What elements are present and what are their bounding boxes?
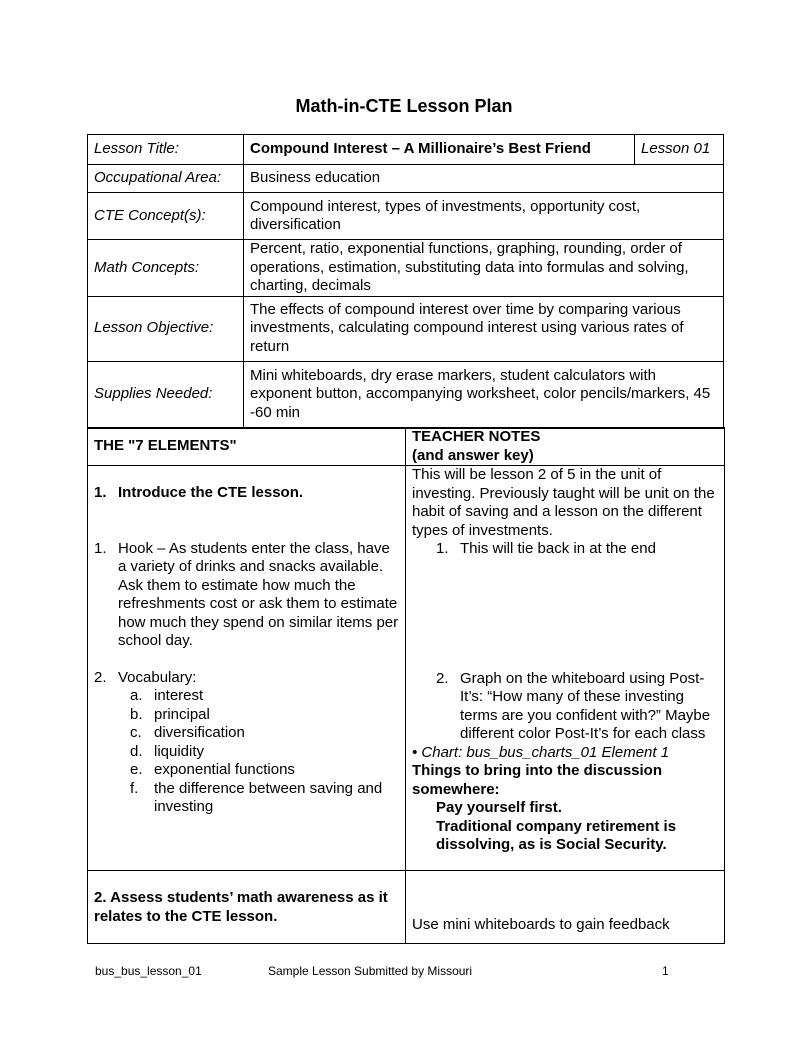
- step1-cell: [88, 466, 406, 871]
- vocabulary-list: [94, 687, 399, 817]
- supplies-label: Supplies Needed:: [88, 361, 244, 428]
- document-title: Math-in-CTE Lesson Plan: [295, 96, 513, 116]
- vocabulary-term: e. exponential functions: [130, 761, 295, 778]
- page-number: 1: [662, 964, 669, 978]
- occupational-area-label: Occupational Area:: [88, 165, 244, 193]
- lesson-title-label: Lesson Title:: [88, 135, 244, 165]
- step2-note: Use mini whiteboards to gain feedback: [406, 871, 725, 944]
- lesson-objective-value: The effects of compound interest over time by comparing various investments, calculating compound interest using various rates of return: [244, 296, 724, 361]
- teacher-notes-title: TEACHER NOTES: [412, 428, 541, 445]
- step2-heading: 2. Assess students’ math awareness as it relates to the CTE lesson.: [94, 889, 388, 925]
- footer-submitted-by: Sample Lesson Submitted by Missouri: [268, 964, 473, 978]
- cte-concepts-label: CTE Concept(s):: [88, 193, 244, 240]
- footer-file-id: bus_bus_lesson_01: [95, 964, 202, 978]
- step2-cell: [88, 871, 406, 944]
- supplies-value: Mini whiteboards, dry erase markers, student calculators with exponent button, accompanying worksheet, color pencils/markers, 45 -60 min: [244, 361, 724, 428]
- hook-text: Hook – As students enter the class, have a variety of drinks and snacks available. Ask them to estimate how much the refreshments cost or ask them to estimate how much they spend on similar items per school day.: [118, 539, 399, 649]
- step1-notes-cell: [406, 466, 725, 871]
- vocabulary-term: d. liquidity: [130, 742, 205, 760]
- cte-concepts-value: Compound interest, types of investments, opportunity cost, diversification: [244, 193, 724, 240]
- seven-elements-table: [87, 427, 725, 944]
- elements-header: THE "7 ELEMENTS": [88, 428, 406, 466]
- answer-key-subtitle: (and answer key): [412, 446, 534, 464]
- vocabulary-term: f. the difference between saving and investing: [130, 779, 383, 815]
- vocabulary-term: c. diversification: [130, 724, 245, 741]
- note-graph: 2. Graph on the whiteboard using Post-It’s: “How many of these investing terms are you confident with?” Maybe different color Post-It’s for each class: [436, 669, 711, 742]
- step1-title: Introduce the CTE lesson.: [118, 484, 304, 501]
- vocabulary-item: 2. Vocabulary:: [94, 669, 399, 688]
- vocabulary-term: b. principal: [130, 705, 210, 723]
- vocabulary-term: a. interest: [130, 687, 204, 704]
- lesson-number: Lesson 01: [635, 135, 724, 165]
- chart-reference: • Chart: bus_bus_charts_01 Element 1: [412, 743, 670, 761]
- occupational-area-value: Business education: [244, 165, 724, 193]
- math-concepts-label: Math Concepts:: [88, 240, 244, 297]
- discussion-heading: Things to bring into the discussion somewhere:: [412, 762, 662, 798]
- vocabulary-label: Vocabulary:: [118, 668, 197, 686]
- discussion-point-1: Pay yourself first.: [436, 799, 562, 816]
- step1-heading: 1. Introduce the CTE lesson.: [94, 484, 399, 503]
- notes-intro: This will be lesson 2 of 5 in the unit of investing. Previously taught will be unit on the habit of saving and a lesson on the different types of investments.: [412, 466, 715, 539]
- hook-item: 1. Hook – As students enter the class, have a variety of drinks and snacks available. Ask them to estimate how much the refreshments cost or ask them to estimate how much they spend on similar items per school day.: [94, 539, 399, 649]
- math-concepts-value: Percent, ratio, exponential functions, graphing, rounding, order of operations, estimation, substituting data into formulas and solving, charting, decimals: [244, 240, 724, 297]
- lesson-title-value: Compound Interest – A Millionaire’s Best Friend: [244, 135, 635, 165]
- note-tie-back: 1. This will tie back in at the end: [436, 540, 656, 557]
- teacher-notes-header: [406, 428, 725, 466]
- discussion-point-2: Traditional company retirement is dissolving, as is Social Security.: [436, 817, 677, 853]
- lesson-info-table: [87, 134, 724, 429]
- step2-title: Assess students’ math awareness as it relates to the CTE lesson.: [94, 889, 388, 925]
- lesson-objective-label: Lesson Objective:: [88, 296, 244, 361]
